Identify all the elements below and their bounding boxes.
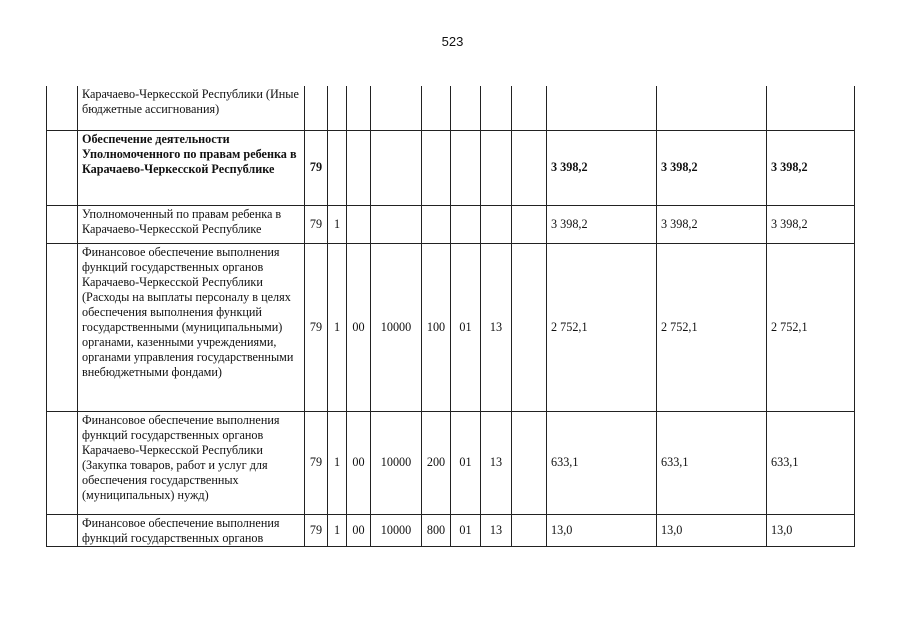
cell-rz: 1 xyxy=(328,205,347,243)
cell-value-1: 13,0 xyxy=(547,514,657,546)
cell-cs2: 200 xyxy=(422,411,451,514)
cell-c7 xyxy=(481,130,512,205)
cell-gr: 79 xyxy=(305,205,328,243)
table-row-ombudsman-total xyxy=(47,130,855,205)
cell-vr: 01 xyxy=(451,514,481,546)
row-marker-cell xyxy=(47,514,78,546)
row-name: Обеспечение деятельности Уполномоченного по правам ребенка в Карачаево-Черкесской Республике xyxy=(78,130,305,205)
cell-value-3: 13,0 xyxy=(767,514,855,546)
cell-gr xyxy=(305,86,328,130)
cell-cs1: 10000 xyxy=(371,514,422,546)
row-marker-cell xyxy=(47,86,78,130)
cell-vr xyxy=(451,205,481,243)
cell-value-2: 3 398,2 xyxy=(657,130,767,205)
cell-c8 xyxy=(512,243,547,411)
cell-value-3: 633,1 xyxy=(767,411,855,514)
row-marker-cell xyxy=(47,411,78,514)
cell-rz: 1 xyxy=(328,243,347,411)
cell-value-2: 633,1 xyxy=(657,411,767,514)
cell-c7: 13 xyxy=(481,411,512,514)
cell-pr: 00 xyxy=(347,514,371,546)
cell-value-1: 2 752,1 xyxy=(547,243,657,411)
cell-value-2 xyxy=(657,86,767,130)
cell-value-3 xyxy=(767,86,855,130)
cell-vr: 01 xyxy=(451,243,481,411)
cell-gr: 79 xyxy=(305,411,328,514)
cell-cs1 xyxy=(371,130,422,205)
cell-value-3: 3 398,2 xyxy=(767,205,855,243)
cell-c8 xyxy=(512,411,547,514)
cell-gr: 79 xyxy=(305,130,328,205)
cell-c8 xyxy=(512,130,547,205)
row-marker-cell xyxy=(47,130,78,205)
row-marker-cell xyxy=(47,205,78,243)
cell-c7 xyxy=(481,86,512,130)
cell-cs2: 100 xyxy=(422,243,451,411)
cell-pr xyxy=(347,86,371,130)
row-name: Финансовое обеспечение выполнения функций государственных органов Карачаево-Черкесской Республики (Расходы на выплаты персоналу в целях обеспечения выполнения функций государственными (муниципальными) органами, казенными учреждениями, органами управления государственными внебюджетными фондами) xyxy=(78,243,305,411)
cell-cs1: 10000 xyxy=(371,243,422,411)
cell-rz xyxy=(328,86,347,130)
cell-cs2 xyxy=(422,86,451,130)
cell-value-2: 3 398,2 xyxy=(657,205,767,243)
cell-value-3: 3 398,2 xyxy=(767,130,855,205)
cell-c7: 13 xyxy=(481,514,512,546)
cell-cs2 xyxy=(422,130,451,205)
row-name: Финансовое обеспечение выполнения функций государственных органов Карачаево-Черкесской Республики (Закупка товаров, работ и услуг для обеспечения государственных (муниципальных) нужд) xyxy=(78,411,305,514)
cell-pr: 00 xyxy=(347,243,371,411)
cell-rz: 1 xyxy=(328,411,347,514)
cell-rz: 1 xyxy=(328,514,347,546)
table-row-procurement xyxy=(47,411,855,514)
cell-vr xyxy=(451,130,481,205)
cell-vr: 01 xyxy=(451,411,481,514)
row-name: Уполномоченный по правам ребенка в Карачаево-Черкесской Республике xyxy=(78,205,305,243)
cell-cs1: 10000 xyxy=(371,411,422,514)
cell-rz xyxy=(328,130,347,205)
cell-cs2: 800 xyxy=(422,514,451,546)
cell-c7 xyxy=(481,205,512,243)
row-marker-cell xyxy=(47,243,78,411)
cell-c8 xyxy=(512,205,547,243)
cell-cs1 xyxy=(371,86,422,130)
cell-gr: 79 xyxy=(305,243,328,411)
cell-pr: 00 xyxy=(347,411,371,514)
cell-vr xyxy=(451,86,481,130)
cell-value-3: 2 752,1 xyxy=(767,243,855,411)
cell-pr xyxy=(347,130,371,205)
table-row-other xyxy=(47,514,855,546)
cell-c8 xyxy=(512,514,547,546)
table-row-ombudsman xyxy=(47,205,855,243)
budget-table xyxy=(46,86,855,547)
cell-value-1: 3 398,2 xyxy=(547,205,657,243)
cell-cs2 xyxy=(422,205,451,243)
cell-c8 xyxy=(512,86,547,130)
table-row-continued xyxy=(47,86,855,130)
row-name-text: Финансовое обеспечение выполнения функций государственных органов xyxy=(82,515,280,545)
cell-value-1 xyxy=(547,86,657,130)
cell-value-2: 13,0 xyxy=(657,514,767,546)
table-row-personnel xyxy=(47,243,855,411)
cell-value-2: 2 752,1 xyxy=(657,243,767,411)
cell-pr xyxy=(347,205,371,243)
cell-value-1: 3 398,2 xyxy=(547,130,657,205)
page-number: 523 xyxy=(441,34,464,49)
row-name xyxy=(78,514,305,546)
cell-value-1: 633,1 xyxy=(547,411,657,514)
row-name: Карачаево-Черкесской Республики (Иные бюджетные ассигнования) xyxy=(78,86,305,130)
cell-cs1 xyxy=(371,205,422,243)
cell-gr: 79 xyxy=(305,514,328,546)
cell-c7: 13 xyxy=(481,243,512,411)
